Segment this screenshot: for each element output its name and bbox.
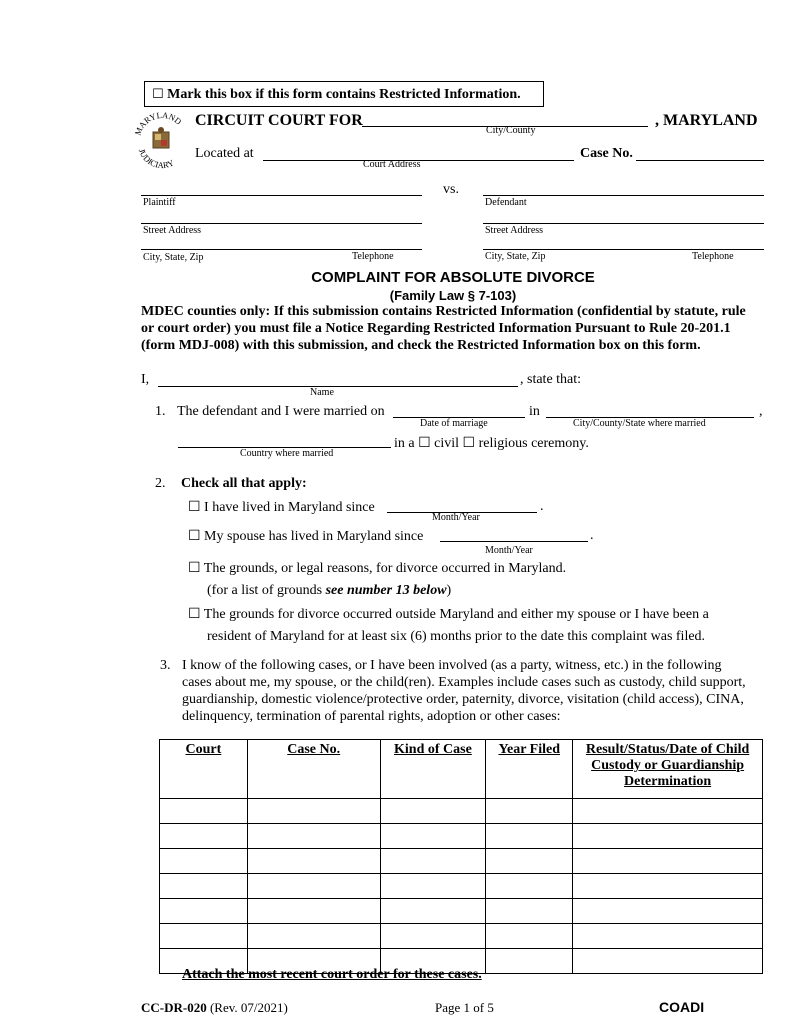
plaintiff-street-caption: Street Address xyxy=(143,225,202,236)
state-label: , MARYLAND xyxy=(655,112,758,129)
col-header-kind: Kind of Case xyxy=(380,740,486,799)
defendant-csz-caption: City, State, Zip xyxy=(485,251,546,262)
page-number: Page 1 of 5 xyxy=(435,1000,494,1015)
plaintiff-csz-caption: City, State, Zip xyxy=(143,252,204,263)
item3-line2: cases about me, my spouse, or the child(ren). Examples include cases such as custody, child support, xyxy=(182,675,746,690)
grounds-note: (for a list of grounds see number 13 below) xyxy=(207,583,452,598)
located-at-label: Located at xyxy=(195,146,254,161)
col-header-case-no: Case No. xyxy=(247,740,380,799)
table-cell[interactable] xyxy=(160,799,248,824)
table-cell[interactable] xyxy=(380,799,486,824)
table-row xyxy=(160,799,763,824)
table-cell[interactable] xyxy=(380,924,486,949)
item3-line4: delinquency, termination of parental rights, adoption or other cases: xyxy=(182,709,561,724)
table-cell[interactable] xyxy=(160,824,248,849)
form-code: COADI xyxy=(659,999,705,1015)
defendant-street-field[interactable] xyxy=(483,223,764,224)
mdec-notice-line2: or court order) you must file a Notice Regarding Restricted Information Pursuant to Rule 20-201.1 xyxy=(141,321,731,336)
defendant-phone-caption: Telephone xyxy=(692,251,734,262)
attach-note: Attach the most recent court order for these cases. xyxy=(182,967,482,982)
table-cell[interactable] xyxy=(486,824,573,849)
table-cell[interactable] xyxy=(247,924,380,949)
table-cell[interactable] xyxy=(486,799,573,824)
month-year-caption-1: Month/Year xyxy=(432,512,480,523)
court-address-caption: Court Address xyxy=(363,159,421,170)
item1-comma: , xyxy=(759,404,763,419)
vs-label: vs. xyxy=(443,182,459,197)
restricted-info-checkbox-row[interactable] xyxy=(152,87,521,103)
table-cell[interactable] xyxy=(247,874,380,899)
form-subtitle: (Family Law § 7-103) xyxy=(389,288,517,303)
table-cell[interactable] xyxy=(247,824,380,849)
state-that: , state that: xyxy=(520,372,582,387)
option-grounds-outside-line2: resident of Maryland for at least six (6) months prior to the date this complaint was filed. xyxy=(207,629,706,644)
table-cell[interactable] xyxy=(486,849,573,874)
table-cell[interactable] xyxy=(380,824,486,849)
table-cell[interactable] xyxy=(486,949,573,974)
option-grounds-in-maryland[interactable]: ☐ The grounds, or legal reasons, for divorce occurred in Maryland. xyxy=(188,561,567,576)
form-id: CC-DR-020 xyxy=(141,1000,207,1015)
restricted-info-checkbox[interactable]: ☐ xyxy=(152,87,164,102)
maryland-judiciary-seal xyxy=(132,110,190,170)
case-no-label: Case No. xyxy=(580,146,633,161)
item3-line1: I know of the following cases, or I have been involved (as a party, witness, etc.) in the following xyxy=(182,658,722,673)
option-grounds-outside-maryland[interactable]: ☐ The grounds for divorce occurred outside Maryland and either my spouse or I have been a xyxy=(188,607,709,622)
defendant-caption: Defendant xyxy=(485,197,527,208)
col-header-year: Year Filed xyxy=(486,740,573,799)
table-row xyxy=(160,849,763,874)
table-row xyxy=(160,824,763,849)
opt1-end: . xyxy=(540,499,544,514)
item1-text: The defendant and I were married on xyxy=(177,404,385,419)
defendant-street-caption: Street Address xyxy=(485,225,544,236)
seal-top-text: MARYLAND xyxy=(132,110,184,137)
plaintiff-street-field[interactable] xyxy=(141,223,422,224)
plaintiff-caption: Plaintiff xyxy=(143,197,176,208)
col-header-court: Court xyxy=(160,740,248,799)
plaintiff-field[interactable] xyxy=(141,195,422,196)
table-cell[interactable] xyxy=(486,899,573,924)
mdec-notice-line3: (form MDJ-008) with this submission, and check the Restricted Information box on this form. xyxy=(141,338,701,353)
table-cell[interactable] xyxy=(247,799,380,824)
spouse-lived-since-field[interactable] xyxy=(440,541,588,542)
item1-in: in xyxy=(529,404,540,419)
item1-number: 1. xyxy=(155,404,166,419)
table-cell[interactable] xyxy=(380,849,486,874)
table-cell[interactable] xyxy=(247,899,380,924)
table-cell[interactable] xyxy=(160,874,248,899)
table-cell[interactable] xyxy=(160,899,248,924)
table-row xyxy=(160,874,763,899)
table-cell[interactable] xyxy=(160,924,248,949)
table-cell[interactable] xyxy=(573,874,763,899)
intro-i: I, xyxy=(141,372,150,387)
month-year-caption-2: Month/Year xyxy=(485,545,533,556)
option-spouse-lived-in-maryland[interactable]: ☐ My spouse has lived in Maryland since xyxy=(188,529,424,544)
table-cell[interactable] xyxy=(573,799,763,824)
country-caption: Country where married xyxy=(240,448,334,459)
table-cell[interactable] xyxy=(573,899,763,924)
opt2-end: . xyxy=(590,528,594,543)
form-revision: (Rev. 07/2021) xyxy=(209,1000,288,1015)
place-caption: City/County/State where married xyxy=(573,418,706,429)
defendant-csz-field[interactable] xyxy=(483,249,764,250)
name-caption: Name xyxy=(310,387,334,398)
date-caption: Date of marriage xyxy=(420,418,488,429)
table-row xyxy=(160,924,763,949)
defendant-field[interactable] xyxy=(483,195,764,196)
table-cell[interactable] xyxy=(486,874,573,899)
table-cell[interactable] xyxy=(160,849,248,874)
case-no-field[interactable] xyxy=(636,160,764,161)
form-id-footer xyxy=(141,1000,288,1016)
table-cell[interactable] xyxy=(573,824,763,849)
item3-number: 3. xyxy=(160,658,171,673)
table-cell[interactable] xyxy=(380,899,486,924)
item3-line3: guardianship, domestic violence/protective order, paternity, divorce, visitation (child access), CINA, xyxy=(182,692,744,707)
option-lived-in-maryland[interactable]: ☐ I have lived in Maryland since xyxy=(188,500,375,515)
col-header-result: Result/Status/Date of Child Custody or Guardianship Determination xyxy=(573,740,763,799)
plaintiff-csz-field[interactable] xyxy=(141,249,422,250)
table-header-row xyxy=(160,740,763,799)
court-prefix: CIRCUIT COURT FOR xyxy=(195,112,363,129)
ceremony-text[interactable]: in a ☐ civil ☐ religious ceremony. xyxy=(394,436,589,451)
seal-bottom-text: JUDICIARY xyxy=(136,147,176,170)
table-cell[interactable] xyxy=(380,874,486,899)
table-cell[interactable] xyxy=(573,849,763,874)
city-county-caption: City/County xyxy=(486,125,536,136)
table-cell[interactable] xyxy=(573,949,763,974)
restricted-info-label: Mark this box if this form contains Restricted Information. xyxy=(167,87,521,102)
table-cell[interactable] xyxy=(486,924,573,949)
cases-table xyxy=(159,739,763,974)
item2-number: 2. xyxy=(155,476,166,491)
name-field[interactable] xyxy=(158,386,518,387)
table-cell[interactable] xyxy=(573,924,763,949)
svg-text:JUDICIARY xyxy=(137,147,175,170)
table-cell[interactable] xyxy=(247,849,380,874)
plaintiff-phone-caption: Telephone xyxy=(352,251,394,262)
item2-heading: Check all that apply: xyxy=(181,476,307,491)
mdec-notice-line1: MDEC counties only: If this submission contains Restricted Information (confidential by statute, rule xyxy=(141,304,746,319)
ceremony-options[interactable] xyxy=(394,435,589,452)
form-title: COMPLAINT FOR ABSOLUTE DIVORCE xyxy=(311,269,595,286)
table-row xyxy=(160,899,763,924)
